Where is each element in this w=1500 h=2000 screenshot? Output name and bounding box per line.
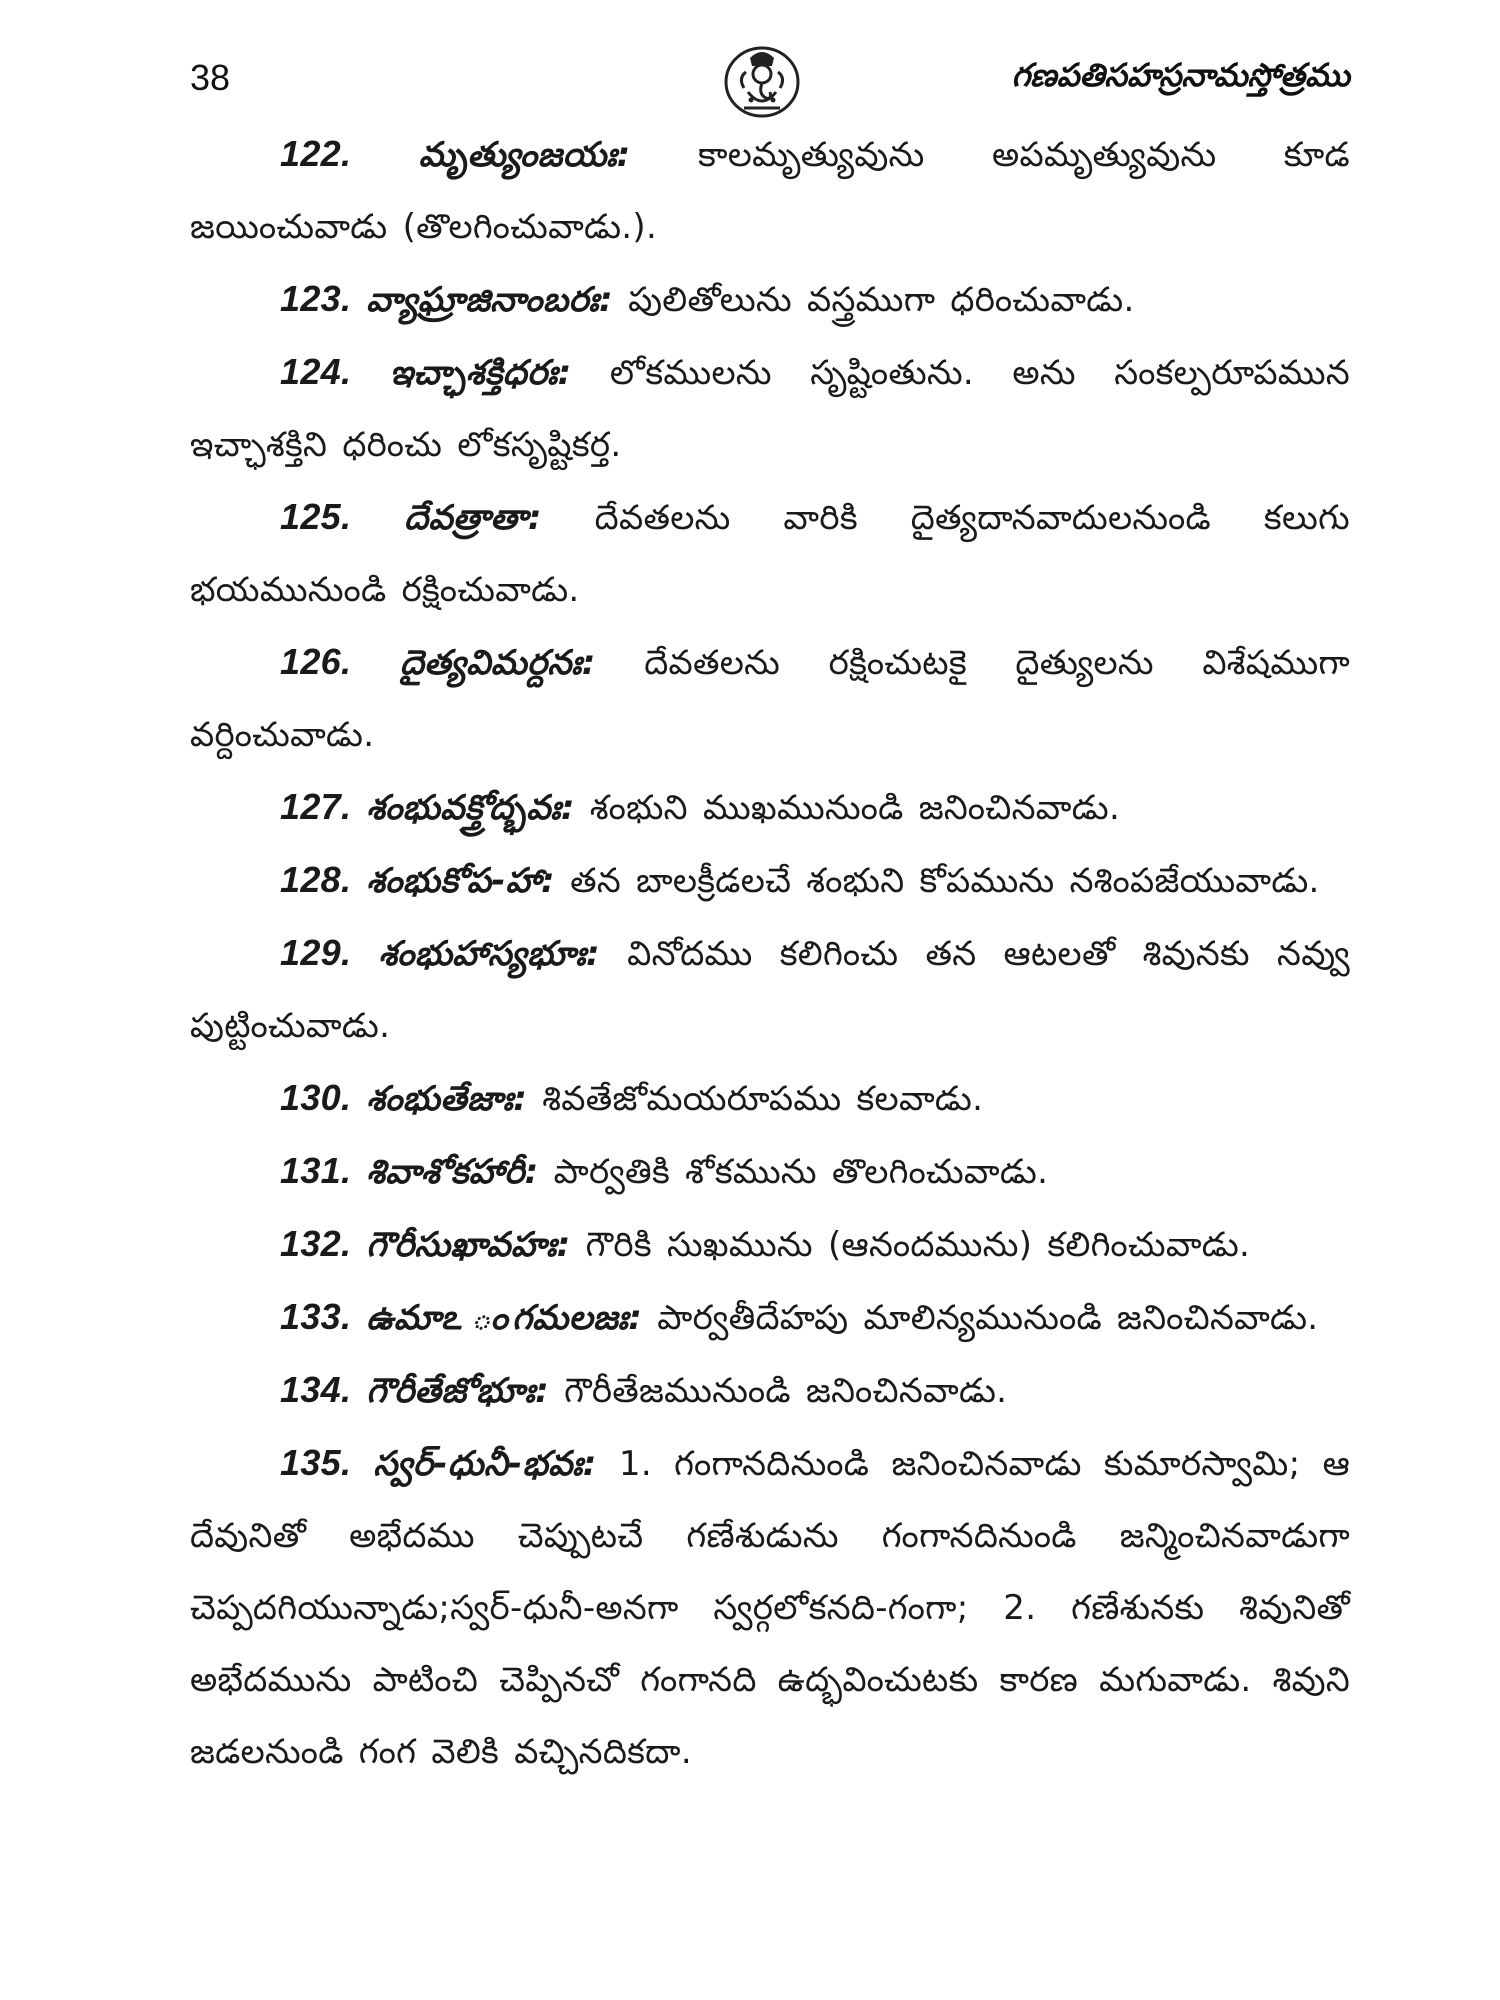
entry-name: ఉమాఽ ంగమలజః: bbox=[366, 1298, 643, 1338]
name-entry bbox=[190, 1135, 1350, 1208]
name-entry bbox=[190, 771, 1350, 844]
entry-number: 127. bbox=[280, 786, 352, 827]
entry-meaning: శంభుని ముఖమునుండి జనించినవాడు. bbox=[589, 788, 1121, 828]
entry-name: గౌరీతేజోభూః: bbox=[366, 1371, 549, 1411]
entry-number: 135. bbox=[280, 1442, 352, 1483]
entry-meaning: 1. గంగానదినుండి జనించినవాడు కుమారస్వామి; ఆ దేవునితో అభేదము చెప్పుటచే గణేశుడును గంగానదినుండి జన్మించినవాడుగా చెప్పదగియున్నాడు;స్వర్-ధునీ-అనగా స్వర్గలోకనది-గంగా; 2. గణేశునకు శివునితో అభేదమును పాటించి చెప్పినచో గంగానది ఉద్భవించుటకు కారణ మగువాడు. శివుని జడలనుండి గంగ వెలికి వచ్చినదికదా. bbox=[190, 1444, 1351, 1772]
entry-number: 130. bbox=[280, 1077, 352, 1118]
entry-name: గౌరీసుఖావహః: bbox=[366, 1225, 571, 1265]
entry-name: దైత్యవిమర్దనః: bbox=[399, 643, 596, 683]
name-entry bbox=[190, 917, 1350, 1062]
entry-name: ఇచ్ఛాశక్తిధరః: bbox=[389, 353, 572, 393]
entry-number: 129. bbox=[280, 932, 352, 973]
entry-meaning: దేవతలను రక్షించుటకై దైత్యులను విశేషముగా వర్దించువాడు. bbox=[190, 643, 1351, 755]
entry-meaning: పులితోలును వస్త్రముగా ధరించువాడు. bbox=[628, 280, 1135, 320]
entry-meaning: గౌరీతేజమునుండి జనించినవాడు. bbox=[564, 1371, 1008, 1411]
entries-list bbox=[190, 118, 1350, 1788]
entry-meaning: పార్వతికి శోకమును తొలగించువాడు. bbox=[553, 1152, 1049, 1192]
entry-meaning: తన బాలక్రీడలచే శంభుని కోపమును నశింపజేయువాడు. bbox=[570, 861, 1320, 901]
entry-meaning: గౌరికి సుఖమును (ఆనందమును) కలిగించువాడు. bbox=[585, 1225, 1251, 1265]
name-entry bbox=[190, 263, 1350, 336]
entry-number: 124. bbox=[280, 351, 352, 392]
name-entry bbox=[190, 626, 1350, 771]
running-title: గణపతిసహస్రనామస్తోత్రము bbox=[1011, 56, 1350, 94]
entry-number: 134. bbox=[280, 1369, 352, 1410]
ganesha-emblem-icon bbox=[720, 38, 804, 122]
entry-meaning: లోకములను సృష్టింతును. అను సంకల్పరూపమున ఇచ్ఛాశక్తిని ధరించు లోకసృష్టికర్త. bbox=[190, 353, 1351, 465]
name-entry bbox=[190, 1281, 1350, 1354]
entry-number: 131. bbox=[280, 1150, 352, 1191]
name-entry bbox=[190, 118, 1350, 263]
page-number: 38 bbox=[190, 57, 231, 98]
entry-number: 123. bbox=[280, 278, 352, 319]
entry-number: 133. bbox=[280, 1296, 352, 1337]
entry-name: శివాశోకహారీ: bbox=[366, 1152, 539, 1192]
entry-name: వ్యాఘ్రాజినాంబరః: bbox=[366, 280, 613, 320]
name-entry bbox=[190, 844, 1350, 917]
entry-meaning: వినోదము కలిగించు తన ఆటలతో శివునకు నవ్వు పుట్టించువాడు. bbox=[190, 934, 1351, 1046]
entry-number: 125. bbox=[280, 496, 352, 537]
entry-name: స్వర్-ధునీ-భవః: bbox=[373, 1444, 597, 1484]
name-entry bbox=[190, 1208, 1350, 1281]
name-entry bbox=[190, 1062, 1350, 1135]
entry-meaning: శివతేజోమయరూపము కలవాడు. bbox=[542, 1079, 984, 1119]
page-header bbox=[190, 38, 1350, 128]
name-entry bbox=[190, 481, 1350, 626]
entry-number: 126. bbox=[280, 641, 352, 682]
entry-name: శంభుహాస్యభూః: bbox=[378, 934, 600, 974]
name-entry bbox=[190, 1427, 1350, 1788]
entry-name: శంభుతేజాః: bbox=[366, 1079, 528, 1119]
entry-number: 132. bbox=[280, 1223, 352, 1264]
entry-number: 128. bbox=[280, 859, 352, 900]
entry-name: దేవత్రాతా: bbox=[404, 498, 542, 538]
entry-meaning: దేవతలను వారికి దైత్యదానవాదులనుండి కలుగు భయమునుండి రక్షించువాడు. bbox=[190, 498, 1351, 610]
entry-meaning: పార్వతీదేహపు మాలిన్యమునుండి జనించినవాడు. bbox=[657, 1298, 1319, 1338]
entry-meaning: కాలమృత్యువును అపమృత్యువును కూడ జయించువాడు (తొలగించువాడు.). bbox=[190, 135, 1351, 247]
entry-name: శంభుకోప-హా: bbox=[366, 861, 555, 901]
name-entry bbox=[190, 336, 1350, 481]
entry-number: 122. bbox=[280, 133, 352, 174]
name-entry bbox=[190, 1354, 1350, 1427]
entry-name: శంభువక్త్రోద్భవః: bbox=[366, 788, 575, 828]
entry-name: మృత్యుంజయః: bbox=[418, 135, 631, 175]
